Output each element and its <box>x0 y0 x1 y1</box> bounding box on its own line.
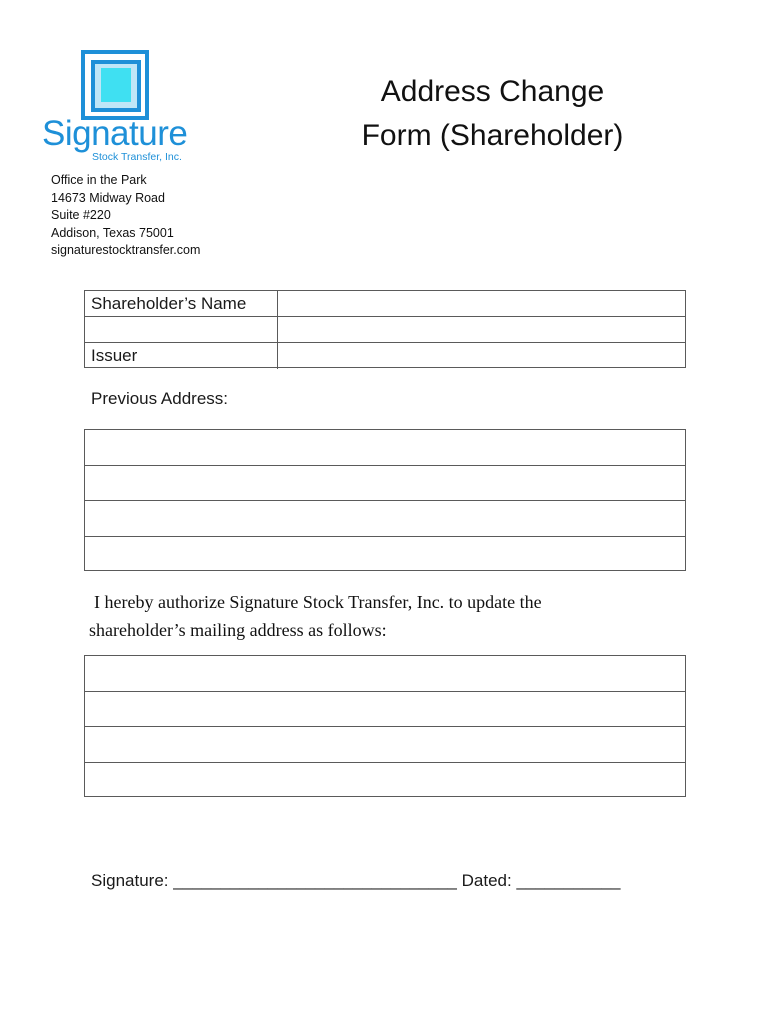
authorization-line-2: shareholder’s mailing address as follows: <box>89 620 387 640</box>
form-title-line-1: Address Change <box>380 75 605 108</box>
office-line-1: Office in the Park <box>51 173 147 187</box>
table-row <box>85 291 685 317</box>
authorization-statement <box>91 588 651 644</box>
logo-wordmark: Signature <box>42 114 188 153</box>
blank-label-cell <box>85 317 278 342</box>
new-address-line-3[interactable] <box>85 727 685 763</box>
signature-label: Signature: <box>91 871 169 890</box>
table-row <box>85 343 685 369</box>
table-row <box>85 317 685 343</box>
new-address-line-2[interactable] <box>85 692 685 728</box>
issuer-label: Issuer <box>85 343 278 369</box>
blank-value-field[interactable] <box>278 317 685 342</box>
shareholder-name-field[interactable] <box>278 291 685 316</box>
logo-squares-icon <box>81 50 151 122</box>
new-address-line-1[interactable] <box>85 656 685 692</box>
shareholder-name-label: Shareholder’s Name <box>85 291 278 316</box>
signature-row <box>91 869 620 893</box>
previous-address-line-4[interactable] <box>85 537 685 573</box>
authorization-line-1: I hereby authorize Signature Stock Transfer, Inc. to update the <box>94 592 542 612</box>
company-logo <box>40 50 200 165</box>
new-address-line-4[interactable] <box>85 763 685 799</box>
previous-address-line-3[interactable] <box>85 501 685 537</box>
previous-address-box <box>84 429 686 571</box>
new-address-box <box>84 655 686 797</box>
previous-address-label: Previous Address: <box>91 389 229 408</box>
office-line-2: 14673 Midway Road <box>51 190 165 205</box>
previous-address-line-1[interactable] <box>85 430 685 466</box>
signature-line[interactable]: ______________________________ <box>173 871 457 890</box>
form-title <box>330 70 655 158</box>
office-line-3: Suite #220 <box>51 208 111 222</box>
issuer-field[interactable] <box>278 343 685 369</box>
dated-line[interactable]: ___________ <box>516 871 621 890</box>
previous-address-line-2[interactable] <box>85 466 685 502</box>
office-address <box>51 172 200 260</box>
office-line-4: Addison, Texas 75001 <box>51 225 174 240</box>
shareholder-info-table <box>84 290 686 368</box>
dated-label: Dated: <box>461 871 512 890</box>
form-title-line-2: Form (Shareholder) <box>361 119 624 152</box>
office-website: signaturestocktransfer.com <box>51 243 201 257</box>
logo-subtitle: Stock Transfer, Inc. <box>92 151 182 163</box>
